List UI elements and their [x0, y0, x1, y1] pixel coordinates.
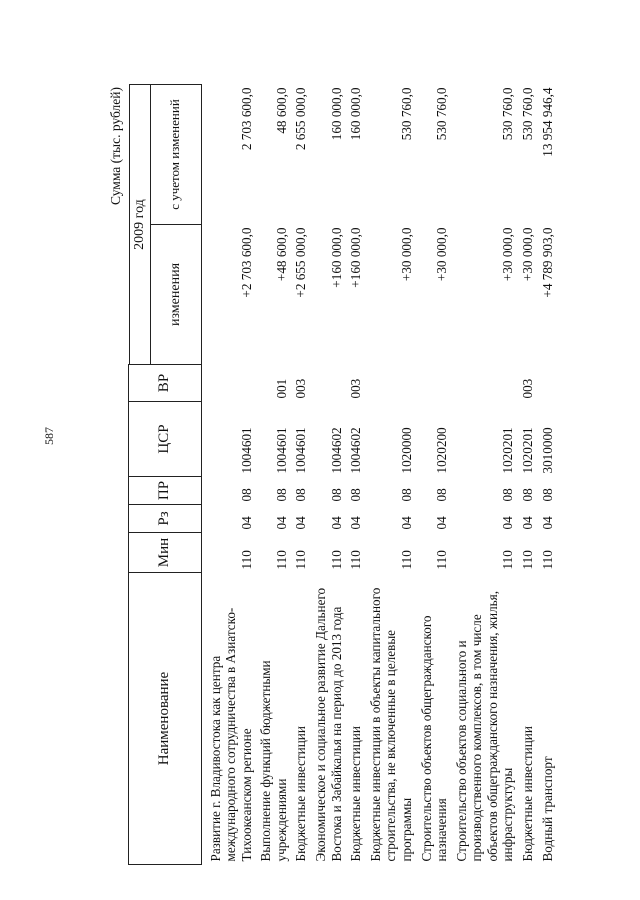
- row-pr: 08: [520, 488, 535, 502]
- row-change: +4 789 903,0: [539, 227, 555, 298]
- row-rz: 04: [434, 516, 450, 530]
- table-row: [536, 85, 556, 865]
- table-row: [364, 85, 415, 865]
- row-vr: 003: [520, 378, 535, 399]
- table-row: [516, 85, 536, 865]
- row-min: 110: [539, 550, 555, 570]
- row-change: +30 000,0: [500, 227, 516, 282]
- row-csr: 1004602: [348, 427, 364, 474]
- row-rz: 04: [273, 516, 289, 530]
- row-csr: 1020201: [520, 427, 535, 474]
- row-total: 530 760,0: [500, 87, 516, 141]
- row-csr: 1004601: [293, 427, 309, 474]
- table-row: [201, 85, 254, 865]
- row-min: 110: [520, 550, 535, 570]
- row-name: Бюджетные инвестиции: [293, 726, 309, 862]
- row-min: 110: [500, 550, 516, 570]
- row-vr: 003: [348, 378, 364, 399]
- header-name: Наименование: [129, 573, 202, 865]
- row-total: 530 760,0: [434, 87, 450, 141]
- row-change: +160 000,0: [328, 227, 344, 288]
- row-rz: 04: [500, 516, 516, 530]
- row-min: 110: [348, 550, 364, 570]
- header-min: Мин: [129, 533, 202, 573]
- row-total: 160 000,0: [348, 87, 364, 141]
- row-pr: 08: [273, 488, 289, 502]
- row-name: Экономическое и социальное развитие Дальнего Востока и Забайкалья на период до 2013 года: [313, 587, 344, 862]
- row-total: 2 655 000,0: [293, 87, 309, 151]
- row-change: +160 000,0: [348, 227, 364, 288]
- row-pr: 08: [398, 488, 414, 502]
- row-name: Развитие г. Владивостока как центра международного сотрудничества в Азиатско-Тихоокеанском регионе: [207, 607, 254, 862]
- row-min: 110: [273, 550, 289, 570]
- page-number: 587: [42, 427, 56, 445]
- table-header: [129, 85, 202, 865]
- header-rz: Рз: [129, 505, 202, 533]
- row-vr: [201, 365, 254, 402]
- row-csr: 1004602: [328, 427, 344, 474]
- row-vr: [415, 365, 450, 402]
- row-total: 530 760,0: [398, 87, 414, 141]
- row-pr: 08: [348, 488, 364, 502]
- table-row: [415, 85, 450, 865]
- header-with-changes: с учетом изменений: [150, 85, 201, 225]
- budget-table: [128, 84, 555, 865]
- row-vr: 003: [293, 378, 309, 399]
- row-min: 110: [293, 550, 309, 570]
- table-row: [450, 85, 516, 865]
- row-min: 110: [328, 550, 344, 570]
- table-row: [254, 85, 289, 865]
- row-csr: 3010000: [539, 427, 555, 474]
- row-rz: 04: [520, 516, 535, 530]
- row-csr: 1020200: [434, 427, 450, 474]
- row-csr: 1004601: [273, 427, 289, 474]
- row-name: Строительство объектов социального и производственного комплексов, в том числе объектов общегражданского назначения, жилья, инфраструктуры: [453, 590, 516, 862]
- row-total: 160 000,0: [328, 87, 344, 141]
- table-row: [344, 85, 364, 865]
- header-csr: ЦСР: [129, 402, 202, 477]
- header-vr: ВР: [129, 365, 202, 402]
- row-rz: 04: [398, 516, 414, 530]
- table-row: [289, 85, 309, 865]
- table-row: [309, 85, 344, 865]
- row-name: Строительство объектов общегражданского назначения: [418, 615, 450, 862]
- row-rz: 04: [238, 516, 254, 530]
- row-rz: 04: [328, 516, 344, 530]
- row-pr: 08: [293, 488, 309, 502]
- row-total: 2 703 600,0: [238, 87, 254, 151]
- table-body: [201, 85, 555, 865]
- row-name: Бюджетные инвестиции: [520, 726, 535, 862]
- row-change: +48 600,0: [273, 227, 289, 282]
- row-change: +30 000,0: [434, 227, 450, 282]
- row-rz: 04: [293, 516, 309, 530]
- row-name: Выполнение функций бюджетными учреждениями: [258, 660, 289, 862]
- row-min: 110: [238, 550, 254, 570]
- row-min: 110: [398, 550, 414, 570]
- row-vr: [364, 365, 415, 402]
- row-change: +2 655 000,0: [293, 227, 309, 298]
- row-total: 530 760,0: [520, 87, 535, 141]
- row-vr: [309, 365, 344, 402]
- row-min: 110: [434, 550, 450, 570]
- row-vr: [450, 365, 516, 402]
- row-csr: 1020201: [500, 427, 516, 474]
- row-csr: 1020000: [398, 427, 414, 474]
- row-change: +2 703 600,0: [238, 227, 254, 298]
- row-total: 13 954 946,4: [539, 87, 555, 157]
- row-pr: 08: [328, 488, 344, 502]
- row-name: Бюджетные инвестиции в объекты капитального строительства, не включенные в целевые программы: [367, 587, 414, 862]
- row-vr: 001: [273, 378, 289, 399]
- header-year: 2009 год: [129, 85, 150, 365]
- units-label: Сумма (тыс. рублей): [108, 87, 123, 205]
- row-rz: 04: [348, 516, 364, 530]
- row-rz: 04: [539, 516, 555, 530]
- row-name: Бюджетные инвестиции: [348, 726, 364, 862]
- row-change: +30 000,0: [398, 227, 414, 282]
- row-vr: [536, 365, 556, 402]
- header-pr: ПР: [129, 477, 202, 505]
- row-total: 48 600,0: [273, 87, 289, 134]
- row-name: Водный транспорт: [539, 756, 555, 862]
- row-change: +30 000,0: [520, 227, 535, 282]
- row-pr: 08: [500, 488, 516, 502]
- rotated-budget-table-sheet: [110, 85, 580, 865]
- row-csr: 1004601: [238, 427, 254, 474]
- row-pr: 08: [434, 488, 450, 502]
- row-pr: 08: [539, 488, 555, 502]
- header-changes: изменения: [150, 225, 201, 365]
- row-pr: 08: [238, 488, 254, 502]
